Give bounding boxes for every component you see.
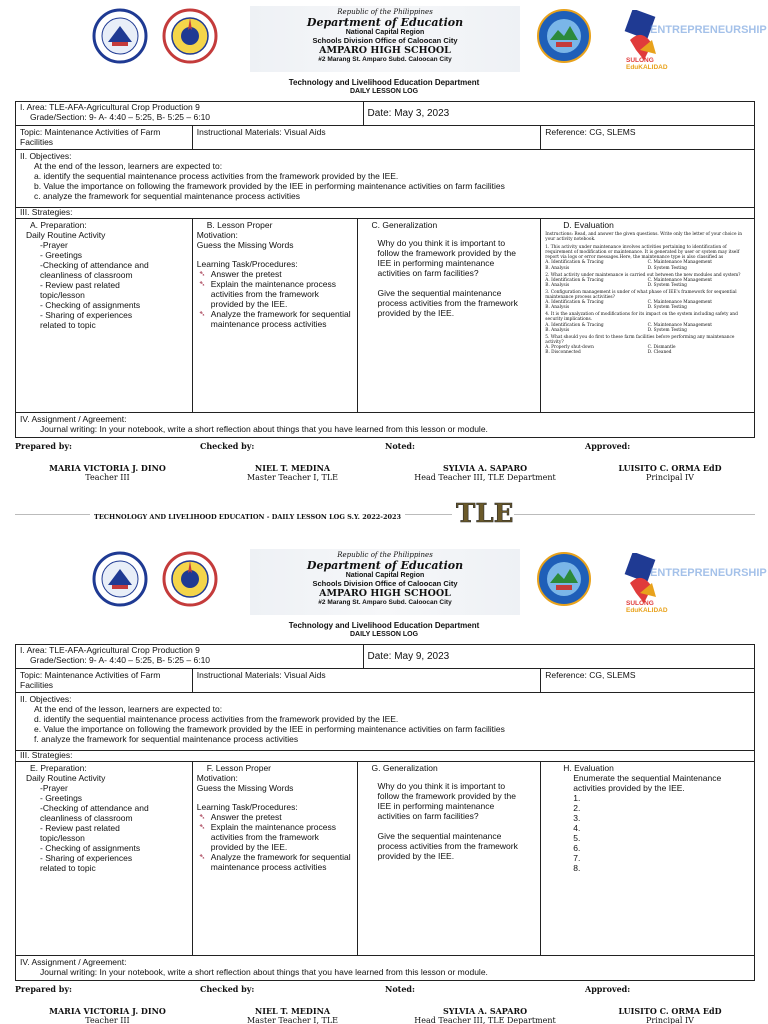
quiz-question: 1. This activity under maintenance involves activities pertaining to identification of requirement of modification or maintenance. It is generated by user or system may itself report via logs or error messages.Here, the maintenance type is also classified as: [545, 245, 740, 261]
routine-title: Daily Routine Activity: [26, 773, 106, 783]
checked-label: Checked by:: [200, 441, 255, 451]
routine-item: - Checking of assignments: [40, 843, 141, 853]
objective-item: f. analyze the framework for sequential maintenance process activities: [34, 734, 299, 744]
task-label: Learning Task/Procedures:: [196, 802, 298, 812]
evaluation-title: H. Evaluation: [563, 763, 614, 773]
quiz-choices: B. Analysis D. System Testing: [545, 305, 687, 311]
routine-item: related to topic: [40, 863, 96, 873]
arrow-bullet-icon: ➴: [198, 279, 206, 288]
grade-section-text: Grade/Section: 9- A- 4:40 – 5:25, B- 5:25 – 6:10: [30, 112, 211, 122]
quiz-question: 4. It is the analyzation of modifications for its impact on the system including safety and security implications.: [545, 312, 738, 323]
signatories: [15, 441, 755, 482]
quiz-question: 2. What activity under maintenance is carried out between the new modules and system?: [545, 272, 741, 278]
department-line: Department of Education: [306, 559, 464, 572]
school-line: AMPARO HIGH SCHOOL: [319, 588, 451, 599]
noted-label: Noted:: [385, 441, 415, 451]
signatory-title: Master Teacher I, TLE: [246, 473, 339, 482]
quiz-choices: A. Identification & Tracing C. Maintenance Management: [545, 260, 713, 266]
evaluation-prompt: Enumerate the sequential Maintenance activities provided by the IEE.: [573, 773, 722, 793]
preparation-cell: [16, 762, 193, 956]
letterhead: [250, 6, 520, 72]
lesson-log-table: [15, 101, 755, 438]
grade-section-text: Grade/Section: 9- A- 4:40 – 5:25, B- 5:25 – 6:10: [30, 655, 211, 665]
routine-item: topic/lesson: [40, 290, 85, 300]
objectives-cell: [16, 150, 755, 208]
school-seal-icon: [536, 551, 592, 607]
school-header: [0, 0, 768, 72]
division-line: Schools Division Office of Caloocan City: [312, 36, 458, 45]
objective-item: c. analyze the framework for sequential maintenance process activities: [34, 191, 300, 201]
quiz-choices: A. Properly shut-down C. Dismantle: [545, 344, 676, 350]
letterhead: [250, 549, 520, 615]
routine-item: - Greetings: [40, 250, 83, 260]
routine-title: Daily Routine Activity: [26, 230, 106, 240]
generalization-q1: Why do you think it is important to follow the framework provided by the IEE in performing maintenance activities on farm facilities?: [377, 781, 516, 821]
svg-text:TLE: TLE: [456, 499, 514, 529]
ribbon-text: TECHNOLOGY AND LIVELIHOOD EDUCATION - DAILY LESSON LOG S.Y. 2022-2023: [90, 513, 405, 521]
task-label: Learning Task/Procedures:: [196, 259, 298, 269]
materials-text: Instructional Materials: Visual Aids: [192, 669, 541, 693]
signatory-title: Head Teacher III, TLE Department: [414, 473, 556, 482]
answer-number: 5.: [573, 833, 581, 843]
lesson-proper-title: F. Lesson Proper: [206, 763, 272, 773]
lesson-log-table: [15, 644, 755, 981]
routine-item: -Checking of attendance and: [40, 260, 149, 270]
signatory-name: NIEL T. MEDINA: [254, 1006, 331, 1016]
answer-number: 7.: [573, 853, 581, 863]
signatory-name: NIEL T. MEDINA: [254, 463, 331, 473]
quiz-choices: B. Analysis D. System Testing: [545, 265, 687, 271]
prepared-label: Prepared by:: [15, 984, 72, 994]
prepared-label: Prepared by:: [15, 441, 72, 451]
signatory-name: SYLVIA A. SAPARO: [442, 463, 528, 473]
area-text: I. Area: TLE-AFA-Agricultural Crop Production 9: [20, 645, 200, 655]
area-text: I. Area: TLE-AFA-Agricultural Crop Production 9: [20, 102, 200, 112]
routine-item: topic/lesson: [40, 833, 85, 843]
assignment-text: Journal writing: In your notebook, write a short reflection about things that you have learned from this lesson or module.: [40, 967, 488, 977]
deped-seal-icon: [92, 8, 148, 64]
objectives-label: II. Objectives:: [20, 151, 72, 161]
sulong-text: SULONG EduKALIDAD: [626, 57, 668, 71]
lesson-log-page-1: [0, 0, 768, 482]
arrow-bullet-icon: ➴: [198, 269, 206, 278]
entrepreneurship-watermark: ENTREPRENEURSHIP: [650, 567, 767, 579]
task-step: ➴ Explain the maintenance process activities from the framework provided by the IEE.: [198, 279, 336, 309]
republic-line: Republic of the Philippines: [337, 551, 433, 559]
log-title: DAILY LESSON LOG: [349, 631, 419, 638]
reference-text: Reference: CG, SLEMS: [541, 669, 755, 693]
area-cell: [16, 645, 364, 669]
address-line: #2 Marang St. Amparo Subd. Caloocan City: [318, 56, 452, 63]
routine-item: related to topic: [40, 320, 96, 330]
school-line: AMPARO HIGH SCHOOL: [319, 45, 451, 56]
answer-number: 2.: [573, 803, 581, 813]
assignment-cell: [16, 413, 755, 438]
tle-logo-icon: [452, 496, 514, 530]
quiz-choices: A. Identification & Tracing C. Maintenance Management: [545, 322, 713, 328]
signatory-title: Head Teacher III, TLE Department: [414, 1016, 556, 1024]
arrow-bullet-icon: ➴: [198, 309, 206, 318]
motivation-label: Motivation:: [196, 773, 238, 783]
school-seal-icon: [536, 8, 592, 64]
signatory-title: Master Teacher I, TLE: [246, 1016, 339, 1024]
quiz-choices: B. Disconnected D. Cleaned: [545, 349, 672, 355]
evaluation-title: D. Evaluation: [563, 220, 614, 230]
signatory-title: Teacher III: [85, 1016, 130, 1024]
division-line: Schools Division Office of Caloocan City: [312, 579, 458, 588]
routine-item: -Prayer: [40, 240, 68, 250]
lesson-log-page-2: [0, 543, 768, 1024]
signatory-name: MARIA VICTORIA J. DINO: [49, 1006, 166, 1016]
objectives-label: II. Objectives:: [20, 694, 72, 704]
quiz-choices: A. Identification & Tracing C. Maintenance Management: [545, 277, 713, 283]
strategies-label: III. Strategies:: [16, 751, 755, 762]
region-line: National Capital Region: [345, 29, 425, 36]
assignment-cell: [16, 956, 755, 981]
reference-text: Reference: CG, SLEMS: [541, 126, 755, 150]
quiz-question: 3. Configuration management is under of what phase of IEE's framework for sequential maintenance process activities?: [545, 289, 737, 301]
routine-item: cleanliness of classroom: [40, 813, 133, 823]
routine-item: - Greetings: [40, 793, 83, 803]
area-cell: [16, 102, 364, 126]
lesson-proper-cell: [192, 219, 357, 413]
republic-line: Republic of the Philippines: [337, 8, 433, 16]
sulong-text: SULONG EduKALIDAD: [626, 600, 668, 614]
task-step: ➴ Analyze the framework for sequential maintenance process activities: [198, 309, 351, 329]
address-line: #2 Marang St. Amparo Subd. Caloocan City: [318, 599, 452, 606]
topic-text: Topic: Maintenance Activities of Farm Facilities: [16, 669, 193, 693]
preparation-title: A. Preparation:: [30, 220, 87, 230]
motivation-text: Guess the Missing Words: [196, 240, 294, 250]
evaluation-quiz: [545, 232, 750, 355]
routine-item: cleanliness of classroom: [40, 270, 133, 280]
lesson-proper-title: B. Lesson Proper: [206, 220, 273, 230]
generalization-cell: [357, 219, 541, 413]
answer-number: 1.: [573, 793, 581, 803]
signatory-name: LUISITO C. ORMA EdD: [618, 463, 722, 473]
motivation-text: Guess the Missing Words: [196, 783, 294, 793]
routine-item: - Review past related: [40, 280, 120, 290]
assignment-text: Journal writing: In your notebook, write a short reflection about things that you have learned from this lesson or module.: [40, 424, 488, 434]
log-title: DAILY LESSON LOG: [349, 88, 419, 95]
motivation-label: Motivation:: [196, 230, 238, 240]
routine-item: -Prayer: [40, 783, 68, 793]
region-line: National Capital Region: [345, 572, 425, 579]
lesson-proper-cell: [192, 762, 357, 956]
signatory-title: Teacher III: [85, 473, 130, 482]
quiz-instructions: Instructions: Read, and answer the given questions. Write only the letter of your choice in your activity notebook.: [545, 232, 743, 243]
generalization-q2: Give the sequential maintenance process activities from the framework provided by the IEE.: [377, 288, 518, 318]
signatory-name: MARIA VICTORIA J. DINO: [49, 463, 166, 473]
signatories: [15, 984, 755, 1024]
objectives-intro: At the end of the lesson, learners are expected to:: [34, 161, 223, 171]
dept-title: Technology and Livelihood Education Department: [288, 621, 480, 630]
topic-text: Topic: Maintenance Activities of Farm Facilities: [16, 126, 193, 150]
assignment-label: IV. Assignment / Agreement:: [20, 957, 127, 967]
date-text: Date: May 9, 2023: [363, 645, 754, 669]
arrow-bullet-icon: ➴: [198, 852, 206, 861]
routine-item: - Review past related: [40, 823, 120, 833]
quiz-choices: B. Analysis D. System Testing: [545, 327, 687, 333]
task-step: ➴ Explain the maintenance process activities from the framework provided by the IEE.: [198, 822, 336, 852]
generalization-cell: [357, 762, 541, 956]
materials-text: Instructional Materials: Visual Aids: [192, 126, 541, 150]
division-seal-icon: [162, 8, 218, 64]
dept-title: Technology and Livelihood Education Department: [288, 78, 480, 87]
objective-item: b. Value the importance on following the framework provided by the IEE in performing maintenance activities on farm facilities: [34, 181, 505, 191]
generalization-title: G. Generalization: [371, 763, 438, 773]
generalization-q1: Why do you think it is important to follow the framework provided by the IEE in performing maintenance activities on farm facilities?: [377, 238, 516, 278]
objective-item: a. identify the sequential maintenance process activities from the framework provided by the IEE.: [34, 171, 399, 181]
routine-item: - Checking of assignments: [40, 300, 141, 310]
signatory-title: Principal IV: [646, 473, 694, 482]
task-step: ➴ Answer the pretest: [198, 812, 282, 822]
signatory-name: SYLVIA A. SAPARO: [442, 1006, 528, 1016]
routine-item: - Sharing of experiences: [40, 853, 133, 863]
task-step: ➴ Answer the pretest: [198, 269, 282, 279]
objectives-cell: [16, 693, 755, 751]
deped-seal-icon: [92, 551, 148, 607]
division-seal-icon: [162, 551, 218, 607]
noted-label: Noted:: [385, 984, 415, 994]
signatory-name: LUISITO C. ORMA EdD: [618, 1006, 722, 1016]
department-line: Department of Education: [306, 16, 464, 29]
routine-item: -Checking of attendance and: [40, 803, 149, 813]
task-step: ➴ Analyze the framework for sequential maintenance process activities: [198, 852, 351, 872]
answer-number: 8.: [573, 863, 581, 873]
answer-number: 3.: [573, 813, 581, 823]
routine-item: - Sharing of experiences: [40, 310, 133, 320]
school-header: [0, 543, 768, 615]
signatory-title: Principal IV: [646, 1016, 694, 1024]
answer-number: 4.: [573, 823, 581, 833]
objective-item: e. Value the importance on following the framework provided by the IEE in performing maintenance activities on farm facilities: [34, 724, 505, 734]
generalization-q2: Give the sequential maintenance process activities from the framework provided by the IEE.: [377, 831, 518, 861]
assignment-label: IV. Assignment / Agreement:: [20, 414, 127, 424]
answer-number: 6.: [573, 843, 581, 853]
generalization-title: C. Generalization: [371, 220, 438, 230]
evaluation-cell: [541, 762, 755, 956]
tle-ribbon: [15, 513, 755, 521]
objectives-intro: At the end of the lesson, learners are expected to:: [34, 704, 223, 714]
preparation-title: E. Preparation:: [30, 763, 87, 773]
arrow-bullet-icon: ➴: [198, 812, 206, 821]
strategies-label: III. Strategies:: [16, 208, 755, 219]
approved-label: Approved:: [585, 984, 631, 994]
date-text: Date: May 3, 2023: [363, 102, 754, 126]
preparation-cell: [16, 219, 193, 413]
objective-item: d. identify the sequential maintenance process activities from the framework provided by the IEE.: [34, 714, 399, 724]
arrow-bullet-icon: ➴: [198, 822, 206, 831]
checked-label: Checked by:: [200, 984, 255, 994]
evaluation-cell: [541, 219, 755, 413]
quiz-choices: A. Identification & Tracing C. Maintenance Management: [545, 300, 713, 306]
quiz-question: 5. What should you do first to these farm facilities before performing any maintenance activity?: [545, 334, 735, 345]
entrepreneurship-watermark: ENTREPRENEURSHIP: [650, 24, 767, 36]
quiz-choices: B. Analysis D. System Testing: [545, 282, 687, 288]
approved-label: Approved:: [585, 441, 631, 451]
